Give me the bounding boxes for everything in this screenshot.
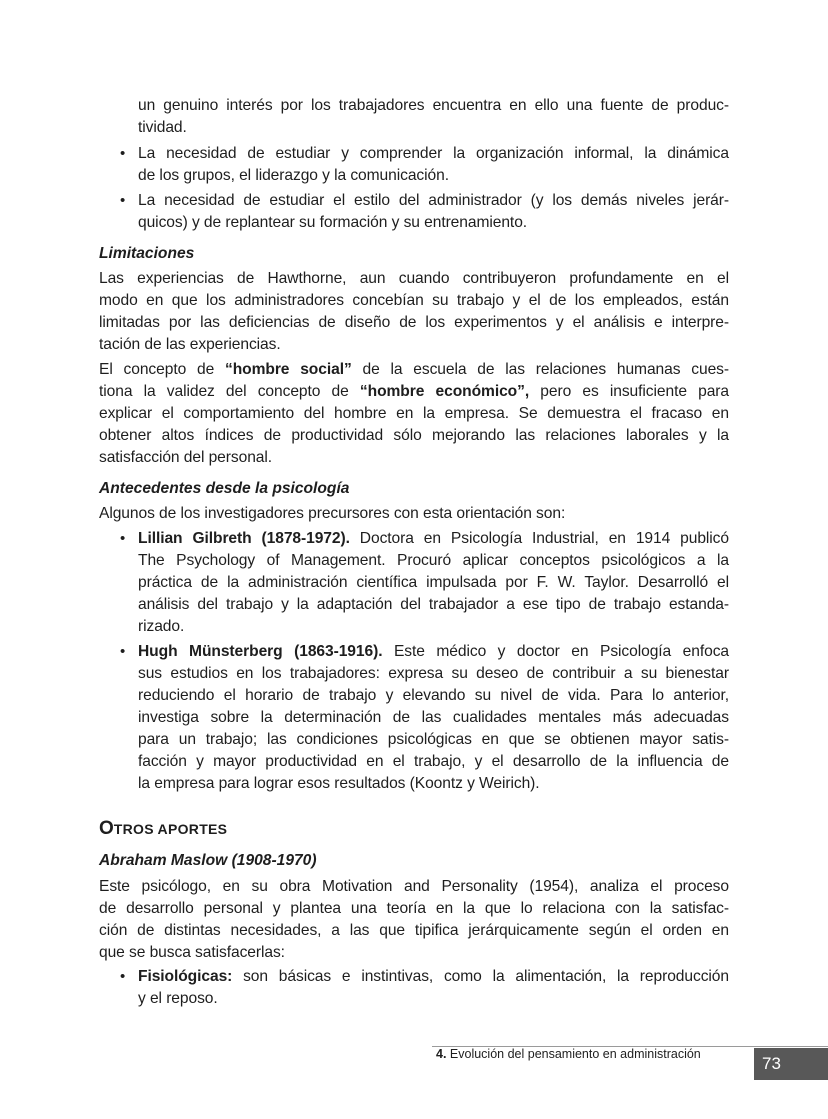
bullet-continuation-line: un genuino interés por los trabajadores encuentra en ello una fuente de produc- <box>138 97 729 114</box>
bullet-text-line: la empresa para lograr esos resultados (Koontz y Weirich). <box>138 775 540 792</box>
bullet-text-line: de los grupos, el liderazgo y la comunicación. <box>138 167 449 184</box>
bullet-text-line: para un trabajo; las condiciones psicológicas en que se obtienen mayor satis- <box>138 731 729 748</box>
paragraph-line: ción de distintas necesidades, a las que tipifica jerárquicamente según el orden en <box>99 922 729 939</box>
paragraph-line: Este psicólogo, en su obra Motivation and Personality (1954), analiza el proceso <box>99 878 729 895</box>
footer-chapter-text: Evolución del pensamiento en administración <box>446 1047 701 1061</box>
paragraph-line: obtener altos índices de productividad sólo mejorando las relaciones laborales y la <box>99 427 729 444</box>
text-run: son básicas e instintivas, como la alimentación, la reproducción <box>232 968 729 985</box>
footer-chapter-number: 4. <box>436 1047 447 1061</box>
paragraph-line: explicar el comportamiento del hombre en la empresa. Se demuestra el fracaso en <box>99 405 729 422</box>
bullet-text-line <box>138 966 729 988</box>
bullet-text-line: La necesidad de estudiar el estilo del administrador (y los demás niveles jerár- <box>138 192 729 209</box>
bullet-text-line: quicos) y de replantear su formación y su entrenamiento. <box>138 214 528 231</box>
section-title-initial: O <box>99 818 114 839</box>
bullet-text-line: La necesidad de estudiar y comprender la organización informal, la dinámica <box>138 145 729 162</box>
paragraph-line <box>99 381 729 403</box>
subsection-heading-antecedentes: Antecedentes desde la psicología <box>99 480 350 497</box>
bullet-continuation-line: tividad. <box>138 119 187 136</box>
text-run: pero es insuficiente para <box>529 383 729 400</box>
bullet-text-line <box>138 641 729 663</box>
bullet-marker: • <box>120 643 126 660</box>
bullet-marker: • <box>120 968 126 985</box>
paragraph-line <box>99 359 729 381</box>
bullet-text-line: sus estudios en los trabajadores: expresa su deseo de contribuir a su bienestar <box>138 665 729 682</box>
bold-term-hombre-social: “hombre social” <box>224 361 352 378</box>
text-run: Este médico y doctor en Psicología enfoca <box>382 643 729 660</box>
text-run: tiona la validez del concepto de <box>99 383 360 400</box>
bullet-text-line: y el reposo. <box>138 990 218 1007</box>
text-run: Doctora en Psicología Industrial, en 1914 publicó <box>349 530 729 547</box>
paragraph-line: limitadas por las deficiencias de diseño de los experimentos y el análisis e interpre- <box>99 314 729 331</box>
bold-name-gilbreth: Lillian Gilbreth (1878-1972). <box>138 530 350 547</box>
bullet-marker: • <box>120 145 126 162</box>
bullet-text-line <box>138 528 729 550</box>
subsection-heading-limitaciones: Limitaciones <box>99 245 195 262</box>
page-number-badge: 73 <box>754 1048 828 1080</box>
paragraph-line: modo en que los administradores concebían su trabajo y el de los empleados, están <box>99 292 729 309</box>
bold-term-fisiologicas: Fisiológicas: <box>138 968 233 985</box>
bullet-text-line: facción y mayor productividad en el trabajo, y el desarrollo de la influencia de <box>138 753 729 770</box>
text-run: de la escuela de las relaciones humanas cues- <box>351 361 729 378</box>
bullet-text-line: The Psychology of Management. Procuró aplicar conceptos psicológicos a la <box>138 552 729 569</box>
section-title-otros-aportes <box>99 816 227 842</box>
text-run: El concepto de <box>99 361 225 378</box>
bullet-marker: • <box>120 192 126 209</box>
bullet-text-line: reduciendo el horario de trabajo y elevando su nivel de vida. Para lo anterior, <box>138 687 729 704</box>
bold-name-munsterberg: Hugh Münsterberg (1863-1916). <box>138 643 383 660</box>
bullet-text-line: investiga sobre la determinación de las cualidades mentales más adecuadas <box>138 709 729 726</box>
subsection-heading-maslow: Abraham Maslow (1908-1970) <box>99 852 317 869</box>
footer-chapter-title <box>436 1044 701 1064</box>
bullet-text-line: práctica de la administración científica impulsada por F. W. Taylor. Desarrolló el <box>138 574 729 591</box>
section-title-rest: TROS APORTES <box>113 821 228 837</box>
paragraph-line: que se busca satisfacerlas: <box>99 944 285 961</box>
paragraph-line: de desarrollo personal y plantea una teoría en la que lo relaciona con la satisfac- <box>99 900 729 917</box>
bullet-marker: • <box>120 530 126 547</box>
paragraph-line: Las experiencias de Hawthorne, aun cuando contribuyeron profundamente en el <box>99 270 729 287</box>
paragraph-line: tación de las experiencias. <box>99 336 281 353</box>
paragraph-line: Algunos de los investigadores precursores con esta orientación son: <box>99 505 566 522</box>
bullet-text-line: rizado. <box>138 618 185 635</box>
paragraph-line: satisfacción del personal. <box>99 449 273 466</box>
bullet-text-line: análisis del trabajo y la adaptación del trabajador a ese tipo de trabajo estanda- <box>138 596 729 613</box>
bold-term-hombre-economico: “hombre económico”, <box>359 383 530 400</box>
